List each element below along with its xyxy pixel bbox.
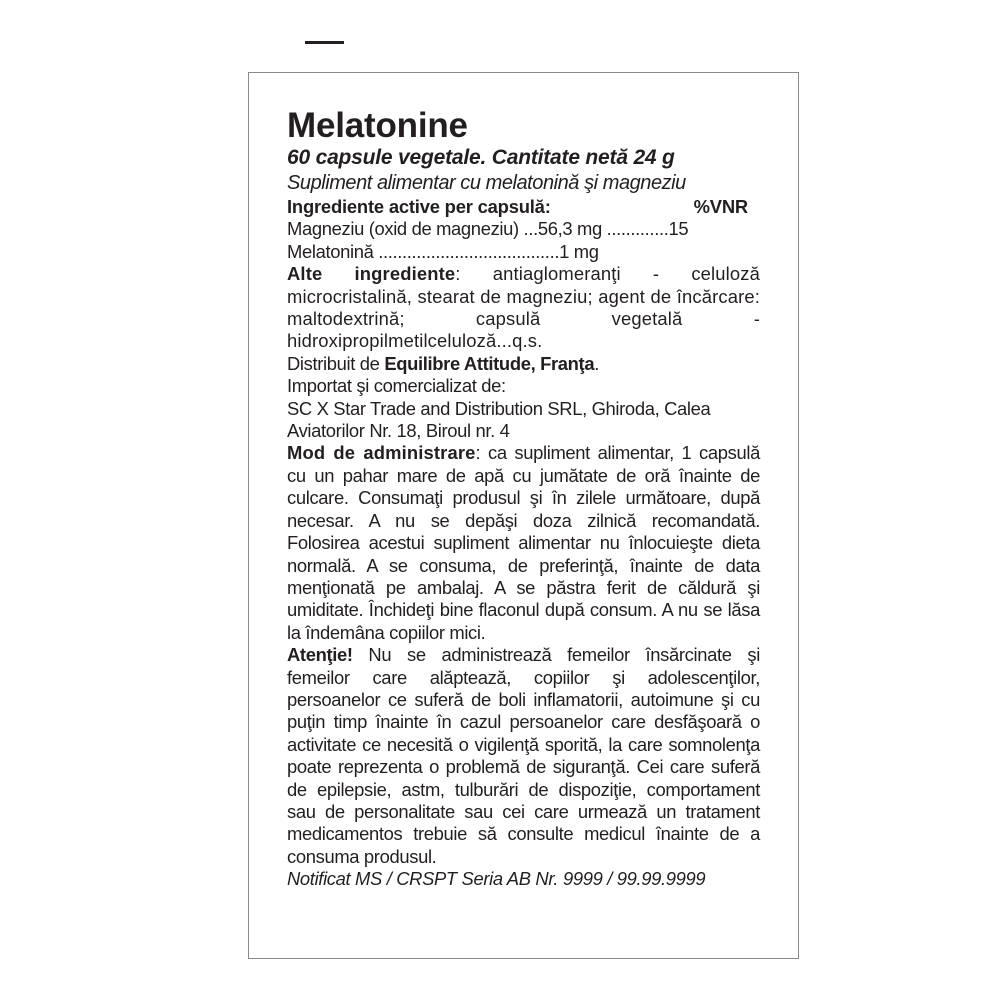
- product-subtitle: 60 capsule vegetale. Cantitate netă 24 g: [287, 146, 675, 169]
- product-title: Melatonine: [287, 106, 468, 145]
- ingredient-row-melatonin: Melatonină ......................................1 mg: [287, 240, 599, 262]
- importer-address: SC X Star Trade and Distribution SRL, Ghiroda, Calea Aviatorilor Nr. 18, Biroul nr. 4: [287, 397, 711, 442]
- notification-number: Notificat MS / CRSPT Seria AB Nr. 9999 / 99.99.9999: [287, 868, 706, 890]
- ingredient-row-magnesium: Magneziu (oxid de magneziu) ...56,3 mg .............15: [287, 218, 689, 240]
- header-dash: [305, 41, 344, 44]
- other-ingredients: [287, 263, 760, 353]
- active-ingredients-label: Ingrediente active per capsulă:: [287, 196, 551, 217]
- active-ingredients-header: [287, 196, 760, 218]
- distribution-prefix: Distribuit de: [287, 352, 385, 374]
- other-ingredients-text: : antiaglomeranţi - celuloză microcristalină, stearat de magneziu; agent de încărcare: maltodextrină; capsulă vegetală - hidroxipropilmetilceluloză...q.s.: [287, 263, 761, 352]
- warning-heading: Atenţie!: [287, 644, 353, 666]
- usage-heading: Mod de administrare: [287, 442, 476, 464]
- label-content: [287, 107, 760, 891]
- distribution-line: [287, 353, 760, 375]
- usage-text: : ca supliment alimentar, 1 capsulă cu un pahar mare de apă cu jumătate de oră înainte de culcare. Consumaţi produsul şi în zilele următoare, după necesar. A nu se depăşi doza zilnică recomandată. Folosirea acestui supliment alimentar nu înlocuieşte dieta normală. A se consuma, de preferinţă, înainte de data menţionată pe ambalaj. A se păstra ferit de căldură şi umiditate. Închideţi bine flaconul după consum. A nu se lăsa la îndemâna copiilor mici.: [287, 442, 760, 643]
- product-label: [248, 72, 799, 959]
- product-description: Supliment alimentar cu melatonină şi magneziu: [287, 172, 686, 194]
- usage-instructions: [287, 442, 760, 644]
- importer-heading: Importat şi comercializat de:: [287, 375, 506, 397]
- other-ingredients-heading: Alte ingrediente: [287, 263, 456, 285]
- distribution-suffix: .: [594, 352, 599, 374]
- vnr-column-label: %VNR: [693, 196, 748, 217]
- warning-text: Nu se administrează femeilor însărcinate şi femeilor care alăptează, copiilor şi adolescenţilor, persoanelor ce suferă de boli inflamatorii, autoimune şi cu puţin timp înainte în cazul persoanelor care desfăşoară o activitate ce necesită o vigilenţă sporită, la care somnolenţa poate reprezenta o problemă de siguranţă. Cei care suferă de epilepsie, astm, tulburări de dispoziţie, comportament sau de personalitate sau cei care urmează un tratament medicamentos trebuie să consulte medicul înainte de a consuma produsul.: [287, 644, 760, 867]
- distributor-name: Equilibre Attitude, Franţa: [384, 352, 595, 374]
- warning-section: [287, 644, 760, 868]
